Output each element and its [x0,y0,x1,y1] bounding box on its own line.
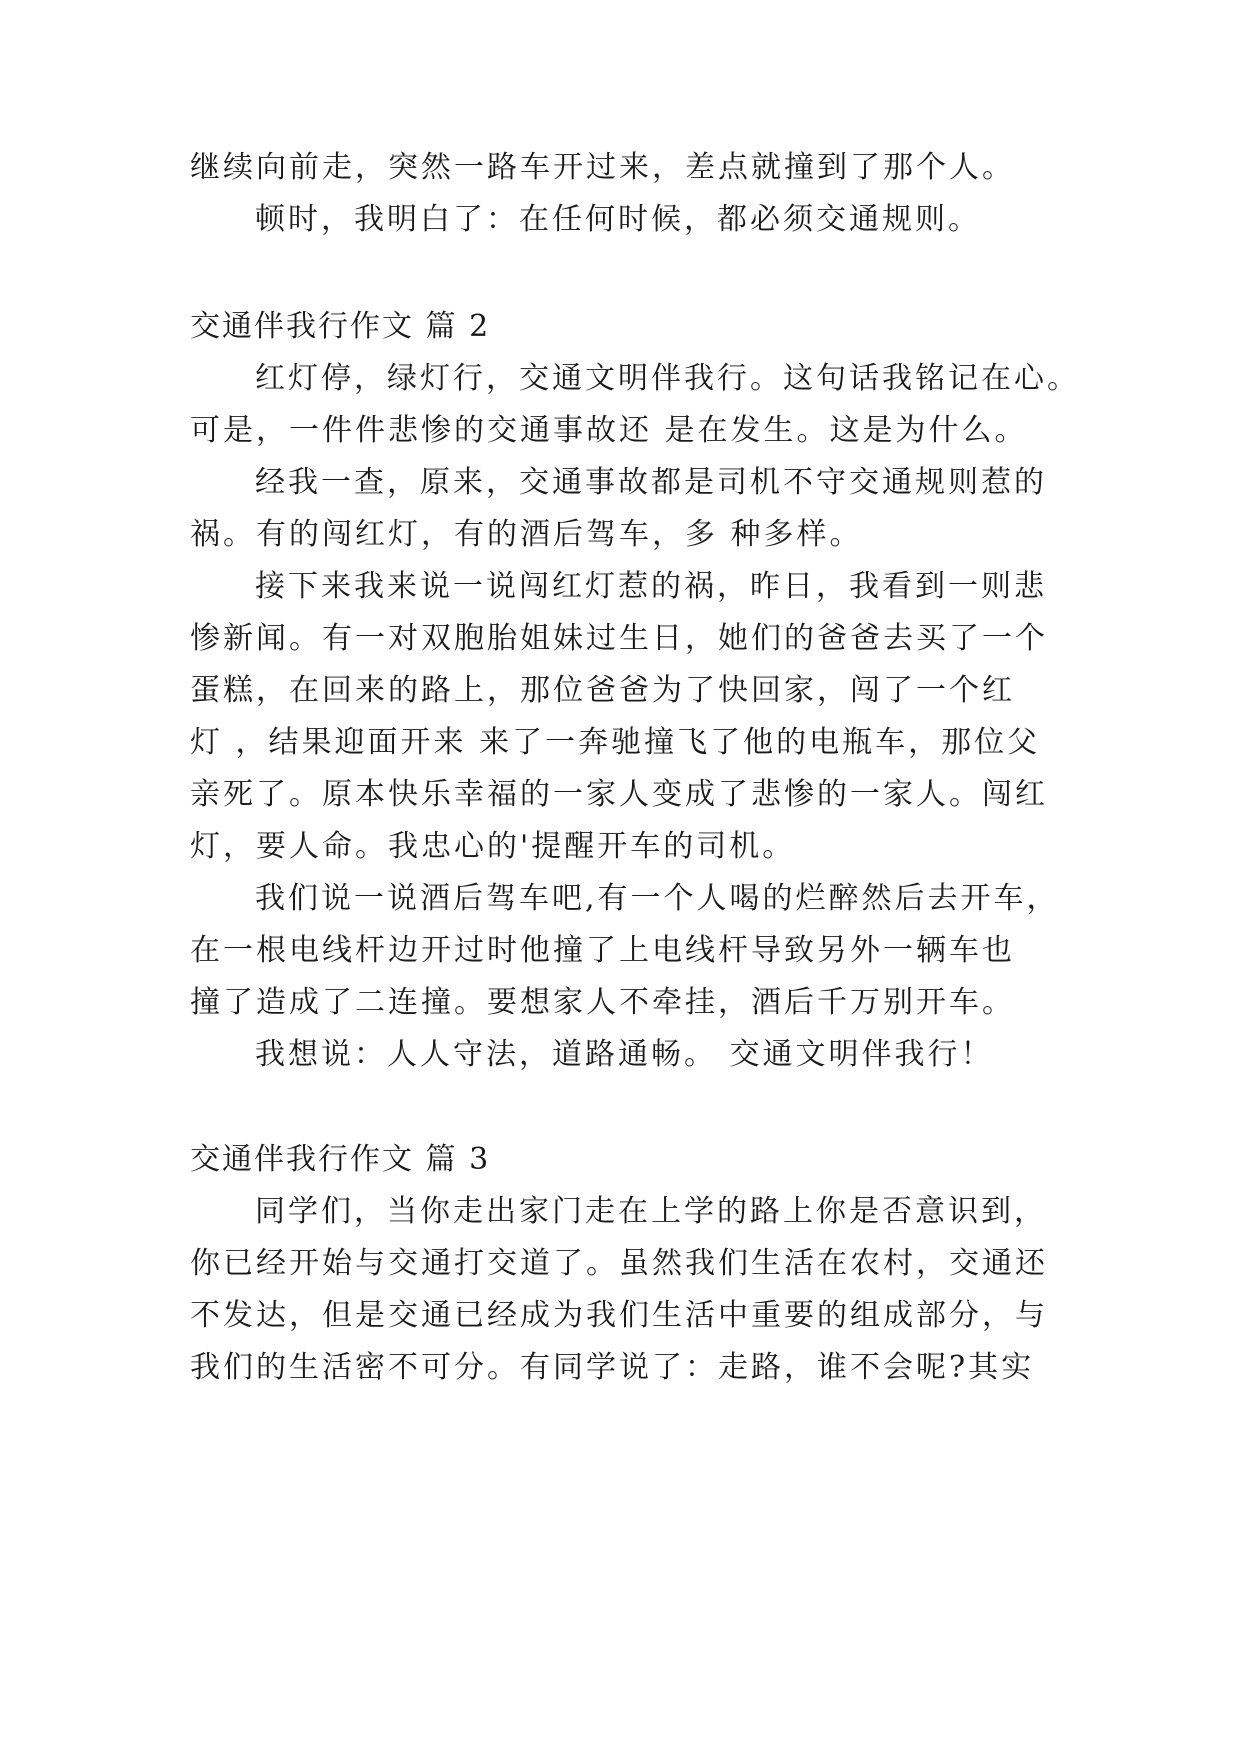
paragraph-line: 撞了造成了二连撞。要想家人不牵挂，酒后千万别开车。 [190,985,1015,1020]
paragraph-line: 红灯停，绿灯行，交通文明伴我行。这句话我铭记在心。 [255,361,1080,396]
paragraph-line: 不发达，但是交通已经成为我们生活中重要的组成部分，与 [190,1298,1048,1333]
paragraph-line: 亲死了。原本快乐幸福的一家人变成了悲惨的一家人。闯红 [190,777,1048,812]
paragraph-line: 可是，一件件悲惨的交通事故还 是在发生。这是为什么。 [190,413,1028,448]
section-heading: 交通伴我行作文 篇 2 [190,309,491,344]
paragraph-line: 蛋糕，在回来的路上，那位爸爸为了快回家，闯了一个红 [190,673,1015,708]
paragraph-line: 我们的生活密不可分。有同学说了：走路，谁不会呢?其实 [190,1350,1035,1385]
paragraph-line: 灯 ，结果迎面开来 来了一奔驰撞飞了他的电瓶车，那位父 [190,725,1041,760]
paragraph-line: 你已经开始与交通打交道了。虽然我们生活在农村，交通还 [190,1246,1048,1281]
paragraph-line: 同学们，当你走出家门走在上学的路上你是否意识到， [255,1194,1047,1229]
paragraph-line: 继续向前走，突然一路车开过来，差点就撞到了那个人。 [190,150,1015,185]
paragraph-line: 顿时，我明白了：在任何时候，都必须交通规则。 [255,202,981,237]
section-heading: 交通伴我行作文 篇 3 [190,1142,491,1177]
paragraph-line: 我想说：人人守法，道路通畅。 交通文明伴我行！ [255,1037,994,1072]
paragraph-line: 惨新闻。有一对双胞胎姐妹过生日，她们的爸爸去买了一个 [190,621,1048,656]
paragraph-line: 灯，要人命。我忠心的'提醒开车的司机。 [190,829,796,864]
paragraph-line: 经我一查，原来，交通事故都是司机不守交通规则惹的 [255,465,1047,500]
paragraph-line: 接下来我来说一说闯红灯惹的祸，昨日，我看到一则悲 [255,569,1047,604]
paragraph-line: 在一根电线杆边开过时他撞了上电线杆导致另外一辆车也 [190,933,1015,968]
paragraph-line: 祸。有的闯红灯，有的酒后驾车，多 种多样。 [190,517,863,552]
paragraph-line: 我们说一说酒后驾车吧,有一个人喝的烂醉然后去开车， [255,881,1060,916]
